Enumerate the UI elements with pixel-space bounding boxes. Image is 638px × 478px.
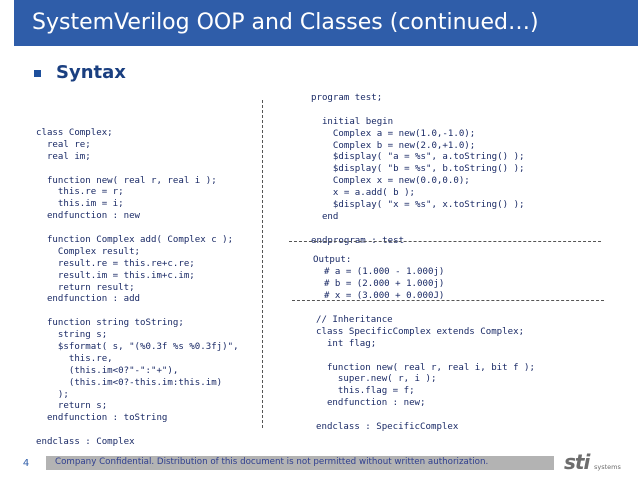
code-line: Complex x = new(0.0,0.0); [311, 176, 470, 187]
code-line: (this.im<0?"-":"+"), [36, 365, 179, 376]
code-line: program test; [311, 93, 383, 103]
code-line: this.im = i; [36, 199, 124, 210]
vertical-dashed-divider [262, 100, 263, 428]
code-line: $display( "x = %s", x.toString() ); [311, 200, 525, 211]
code-line: this.re, [36, 353, 113, 364]
code-line [36, 223, 239, 235]
footer-text: Company Confidential. Distribution of this document is not permitted without written authorization. [55, 457, 489, 467]
code-line: class SpecificComplex extends Complex; [316, 326, 525, 337]
code-line: function new( real r, real i ); [36, 175, 217, 186]
code-line: endclass : SpecificComplex [316, 422, 459, 433]
code-block-complex-class [36, 128, 239, 449]
code-line: endfunction : toString [36, 413, 168, 424]
code-line: end [311, 211, 339, 222]
code-line: int flag; [316, 338, 377, 349]
code-line [36, 425, 239, 437]
code-line: # x = (3.000 + 0.000J) [313, 290, 445, 301]
horizontal-dashed-divider-2 [292, 300, 604, 301]
code-line: return result; [36, 282, 135, 293]
code-line: function string toString; [36, 318, 184, 329]
code-block-inheritance [316, 315, 535, 434]
logo-word: systems [594, 463, 621, 471]
horizontal-dashed-divider-1 [289, 241, 601, 242]
code-line: endfunction : add [36, 294, 141, 305]
title-bar [14, 0, 638, 46]
code-line: class Complex; [36, 128, 113, 138]
code-line: # b = (2.000 + 1.000j) [313, 278, 445, 289]
code-line: (this.im<0?-this.im:this.im) [36, 377, 223, 388]
code-line: $display( "b = %s", b.toString() ); [311, 164, 525, 175]
code-line [311, 224, 525, 236]
code-line: x = a.add( b ); [311, 188, 416, 199]
footer-bar [46, 456, 554, 470]
bullet-square-icon [34, 70, 41, 77]
code-line [316, 410, 535, 422]
code-line [36, 306, 239, 318]
code-line [36, 164, 239, 176]
code-line: this.flag = f; [316, 386, 415, 397]
code-line: real im; [36, 151, 91, 162]
page-number: 4 [22, 458, 30, 469]
code-line: super.new( r, i ); [316, 374, 437, 385]
code-line: Output: [313, 255, 352, 265]
code-line: Complex result; [36, 246, 141, 257]
code-line: endfunction : new [36, 211, 141, 222]
slide-title: SystemVerilog OOP and Classes (continued…) [32, 10, 539, 35]
logo-mark: sti [564, 450, 590, 474]
code-line: result.im = this.im+c.im; [36, 270, 195, 281]
code-line [311, 105, 525, 117]
code-line: // Inheritance [316, 315, 393, 325]
code-line: ); [36, 389, 69, 400]
code-block-test-program [311, 93, 525, 248]
code-line: $sformat( s, "(%0.3f %s %0.3fj)", [36, 342, 239, 353]
code-line: function new( real r, real i, bit f ); [316, 362, 535, 373]
code-line: this.re = r; [36, 187, 124, 198]
code-line: initial begin [311, 116, 394, 127]
code-line: function Complex add( Complex c ); [36, 235, 234, 246]
code-line [316, 351, 535, 363]
company-logo [564, 450, 624, 472]
code-line: Complex b = new(2.0,+1.0); [311, 140, 476, 151]
code-line: return s; [36, 401, 108, 412]
code-line: Complex a = new(1.0,-1.0); [311, 128, 476, 139]
code-line: endfunction : new; [316, 398, 426, 409]
code-line: endprogram : test [311, 235, 405, 246]
code-block-output [313, 255, 444, 303]
code-line: endclass : Complex [36, 437, 135, 448]
code-line: string s; [36, 330, 108, 341]
code-line: real re; [36, 139, 91, 150]
code-line: $display( "a = %s", a.toString() ); [311, 152, 525, 163]
code-line: # a = (1.000 - 1.000j) [313, 266, 445, 277]
code-line: result.re = this.re+c.re; [36, 258, 195, 269]
bullet-heading: Syntax [56, 62, 126, 83]
